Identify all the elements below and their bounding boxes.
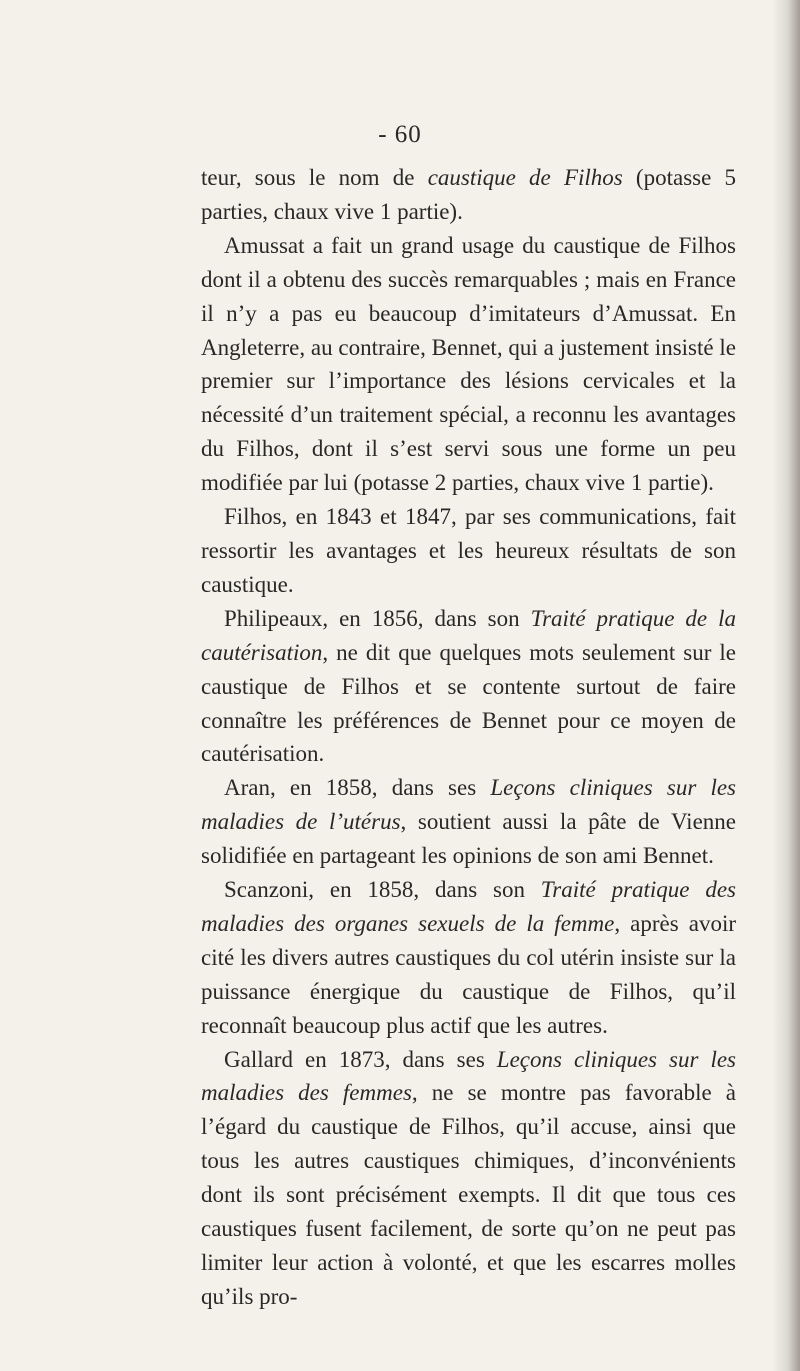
italic-title: caustique de Filhos — [427, 165, 623, 190]
text-run: Gallard en 1873, dans ses — [224, 1046, 497, 1072]
paragraph — [201, 1043, 736, 1314]
paragraph — [201, 873, 736, 1043]
text-run: , après avoir cité les divers autres caustiques du col utérin insiste sur la puissance énergique du caustique de Filhos, qu’il reconnaît beaucoup plus actif que les autres. — [201, 910, 736, 1038]
text-run: , ne se montre pas favorable à l’égard du caustique de Filhos, qu’il accuse, ainsi que tous les autres caustiques chimiques, d’inconvénients dont ils sont précisément exempts. Il dit que tous ces caustiques fusent facilement, de sorte qu’on ne peut pas limiter leur action à volonté, et que les escarres molles qu’ils pro- — [201, 1080, 737, 1309]
page-number: - 60 — [378, 121, 422, 148]
paragraph — [201, 602, 736, 772]
italic-title: Traité pratique de la cautérisation — [201, 605, 737, 665]
italic-title: Leçons cliniques sur les maladies de l’utérus — [201, 775, 736, 835]
text-run: (potasse 5 parties, chaux vive 1 partie). — [201, 165, 737, 224]
italic-title: Leçons cliniques sur les maladies des femmes — [201, 1046, 736, 1106]
text-run: Scanzoni, en 1858, dans son — [224, 877, 541, 903]
text-run: , soutient aussi la pâte de Vienne solidifiée en partageant les opinions de son ami Bennet. — [201, 809, 736, 869]
text-run: Filhos, en 1843 et 1847, par ses communications, fait ressortir les avantages et les heureux résultats de son caustique. — [201, 504, 736, 597]
text-run: , ne dit que quelques mots seulement sur le caustique de Filhos et se contente surtout de faire connaître les préférences de Bennet pour ce moyen de cautérisation. — [201, 639, 736, 767]
text-run: teur, sous le nom de — [201, 165, 428, 190]
paragraph — [201, 771, 736, 873]
paragraph — [201, 500, 736, 602]
italic-title: Traité pratique des maladies des organes sexuels de la femme — [201, 877, 736, 936]
text-run: Amussat a fait un grand usage du caustique de Filhos dont il a obtenu des succès remarquables ; mais en France il n’y a pas eu beaucoup d’imitateurs d’Amussat. En Angleterre, au contraire, Bennet, qui a justement insisté le premier sur l’importance des lésions cervicales et la nécessité d’un traitement spécial, a reconnu les avantages du Filhos, dont il s’est servi sous une forme un peu modifiée par lui (potasse 2 parties, chaux vive 1 partie). — [201, 232, 736, 496]
paragraph — [201, 161, 736, 229]
page-edge-shadow — [772, 0, 800, 1371]
text-run: Aran, en 1858, dans ses — [224, 775, 491, 801]
body-text — [201, 161, 736, 1314]
paragraph — [201, 229, 736, 500]
text-run: Philipeaux, en 1856, dans son — [224, 605, 531, 631]
